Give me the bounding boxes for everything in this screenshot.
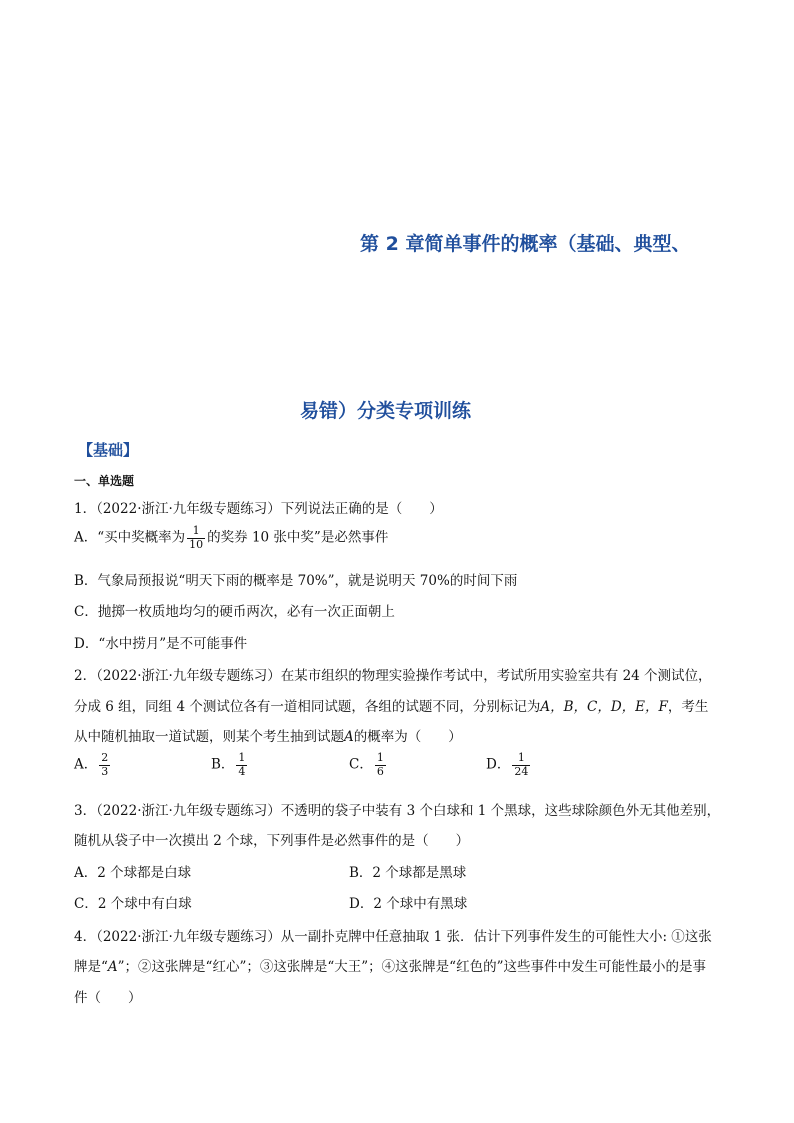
q4-stem-line3: 件（ ）: [74, 990, 142, 1006]
fraction-denominator: 24: [514, 764, 529, 778]
q1-option-c: C．抛掷一枚质地均匀的硬币两次，必有一次正面朝上: [74, 604, 395, 620]
q2-line2-pre: 分成 6 组，同组 4 个测试位各有一道相同试题，各组的试题不同，分别标记为: [74, 699, 541, 715]
fraction-denominator: 6: [376, 764, 384, 778]
option-label: B．: [211, 756, 235, 773]
subsection-heading: 一、单选题: [74, 474, 135, 488]
q2-stem-line3: [74, 725, 462, 745]
q3-stem-line1: 3．（2022·浙江·九年级专题练习）不透明的袋子中装有 3 个白球和 1 个黑球，这些球除颜色外无其他差别，: [74, 803, 721, 819]
fraction-denominator: 4: [238, 764, 246, 778]
q1-stem: 1．（2022·浙江·九年级专题练习）下列说法正确的是（ ）: [74, 501, 443, 517]
fraction-denominator: 10: [189, 537, 204, 551]
fraction-numerator: 1: [238, 751, 246, 764]
q4-var: A: [107, 959, 118, 975]
q1-option-d: D．“水中捞月”是不可能事件: [74, 636, 248, 652]
section-heading: 【基础】: [78, 441, 139, 459]
fraction-numerator: 1: [376, 751, 384, 764]
fraction-numerator: 1: [192, 524, 200, 537]
option-label: D．: [486, 756, 511, 773]
q2-stem-line2: [74, 695, 708, 715]
q2-option-b: [211, 752, 249, 778]
option-label: C．: [349, 756, 373, 773]
q4-line2-post: ”；②这张牌是“红心”；③这张牌是“大王”；④这张牌是“红色的”这些事件中发生可能性最小的是事: [117, 959, 706, 975]
q2-line3-post: 的概率为（ ）: [353, 729, 462, 745]
q2-option-d-fraction: [512, 752, 530, 778]
document-title-line2: 易错）分类专项训练: [300, 400, 472, 422]
q3-option-c: C．2 个球中有白球: [74, 896, 192, 912]
q1-option-a-fraction: [187, 525, 205, 551]
q1-option-a-post: 的奖券 10 张中奖”是必然事件: [207, 529, 389, 546]
fraction-denominator: 3: [101, 764, 109, 778]
q2-option-c: [349, 752, 388, 778]
q2-option-b-fraction: [236, 752, 247, 778]
q2-line2-post: ，考生: [667, 699, 709, 715]
fraction-numerator: 1: [517, 751, 525, 764]
q2-var: A: [344, 729, 354, 745]
q1-option-a-pre: A．“买中奖概率为: [74, 529, 186, 546]
q2-option-a: [74, 752, 112, 778]
q3-option-a: A．2 个球都是白球: [74, 865, 192, 881]
option-label: A．: [74, 756, 98, 773]
q2-option-d: [486, 752, 532, 778]
q3-option-b: B．2 个球都是黑球: [349, 865, 467, 881]
q4-stem-line2: [74, 955, 706, 975]
q2-stem-line1: 2．（2022·浙江·九年级专题练习）在某市组织的物理实验操作考试中，考试所用实验室共有 24 个测试位，: [74, 668, 712, 684]
q2-labels: A，B，C，D，E，F: [540, 699, 668, 715]
q1-option-a: [74, 525, 388, 551]
q3-stem-line2: 随机从袋子中一次摸出 2 个球，下列事件是必然事件的是（ ）: [74, 833, 470, 849]
fraction-numerator: 2: [101, 751, 109, 764]
q4-line2-pre: 牌是“: [74, 959, 108, 975]
q2-line3-pre: 从中随机抽取一道试题，则某个考生抽到试题: [74, 729, 344, 745]
q1-option-b: B．气象局预报说“明天下雨的概率是 70%”，就是说明天 70%的时间下雨: [74, 573, 518, 589]
document-title-line1: 第 2 章简单事件的概率（基础、典型、: [360, 233, 691, 255]
q2-option-c-fraction: [375, 752, 386, 778]
q4-stem-line1: 4．（2022·浙江·九年级专题练习）从一副扑克牌中任意抽取 1 张．估计下列事件发生的可能性大小: ①这张: [74, 929, 712, 945]
q3-option-d: D．2 个球中有黑球: [349, 896, 468, 912]
q2-option-a-fraction: [99, 752, 110, 778]
